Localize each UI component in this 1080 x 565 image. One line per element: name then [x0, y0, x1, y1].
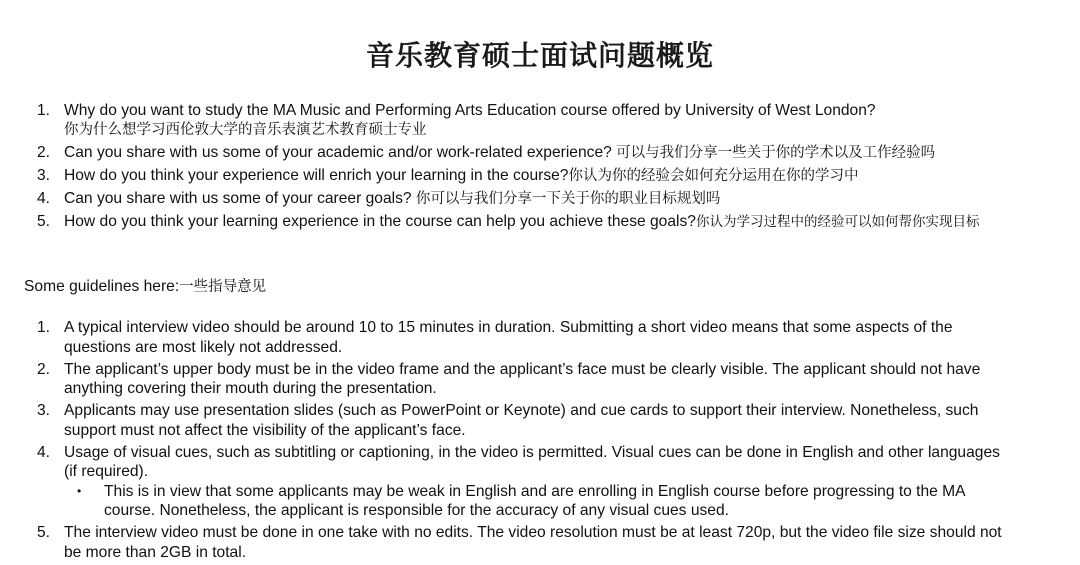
- question-item-5: [0, 212, 1014, 233]
- guideline-text: A typical interview video should be around 10 to 15 minutes in duration. Submitting a short video means that some aspects of the questions are most likely not addressed.: [64, 319, 953, 356]
- guideline-number: 3.: [37, 402, 51, 419]
- guideline-item-5: [0, 523, 1014, 562]
- bullet-icon: •: [77, 483, 82, 498]
- guideline-sub-text: This is in view that some applicants may be weak in English and are enrolling in English course before progressing to the MA course. Nonetheless, the applicant is responsible for the accuracy of any visual cues used.: [104, 482, 965, 519]
- question-number: 3.: [37, 166, 51, 184]
- question-number: 1.: [37, 102, 51, 119]
- guideline-text: The interview video must be done in one take with no edits. The video resolution must be at least 720p, but the video file size should not be more than 2GB in total.: [64, 524, 1002, 561]
- question-text-zh: 你可以与我们分享一下关于你的职业目标规划吗: [415, 190, 721, 207]
- guideline-item-1: [0, 318, 1014, 357]
- question-text-zh: 你为什么想学习西伦敦大学的音乐表演艺术教育硕士专业: [64, 121, 427, 138]
- guideline-text: Usage of visual cues, such as subtitling or captioning, in the video is permitted. Visual cues can be done in English and other languages (if required).: [64, 443, 1000, 480]
- question-text-zh: 你认为你的经验会如何充分运用在你的学习中: [568, 167, 859, 184]
- question-item-2: [0, 143, 1014, 164]
- questions-list: [0, 101, 1014, 235]
- question-text-en: Can you share with us some of your academic and/or work-related experience?: [64, 143, 617, 161]
- question-text-en: How do you think your experience will enrich your learning in the course?: [64, 166, 569, 184]
- question-text-en: How do you think your learning experience in the course can help you achieve these goals?: [64, 212, 696, 230]
- guidelines-heading: [24, 277, 266, 298]
- guideline-text: Applicants may use presentation slides (such as PowerPoint or Keynote) and cue cards to support their interview. Nonetheless, such support must not affect the visibility of the applicant’s face.: [64, 402, 979, 439]
- guidelines-heading-zh: 一些指导意见: [179, 279, 267, 295]
- question-text-en: Can you share with us some of your career goals?: [64, 189, 416, 207]
- question-text-zh: 可以与我们分享一些关于你的学术以及工作经验吗: [616, 144, 936, 161]
- guideline-text: The applicant’s upper body must be in the video frame and the applicant’s face must be clearly visible. The applicant should not have anything covering their mouth during the presentation.: [64, 360, 981, 397]
- question-item-1: [0, 101, 1014, 140]
- guideline-sub-item: [64, 482, 1014, 521]
- question-number: 5.: [37, 212, 51, 230]
- page-title: 音乐教育硕士面试问题概览: [365, 39, 714, 72]
- question-text-zh: 你认为学习过程中的经验可以如何帮你实现目标: [695, 213, 980, 230]
- question-number: 4.: [37, 189, 51, 207]
- question-text-en: Why do you want to study the MA Music and Performing Arts Education course offered by University of West London?: [64, 102, 876, 119]
- guideline-number: 2.: [37, 360, 51, 378]
- guidelines-list: [0, 318, 1014, 565]
- guideline-number: 4.: [37, 443, 51, 461]
- question-item-3: [0, 166, 1014, 187]
- guidelines-heading-en: Some guidelines here:: [24, 278, 180, 295]
- question-item-4: [0, 189, 1014, 210]
- guideline-item-4: [0, 443, 1014, 521]
- question-number: 2.: [37, 143, 51, 161]
- guideline-item-3: [0, 401, 1014, 440]
- guideline-number: 1.: [37, 319, 51, 336]
- guideline-item-2: [0, 360, 1014, 399]
- guideline-number: 5.: [37, 524, 51, 541]
